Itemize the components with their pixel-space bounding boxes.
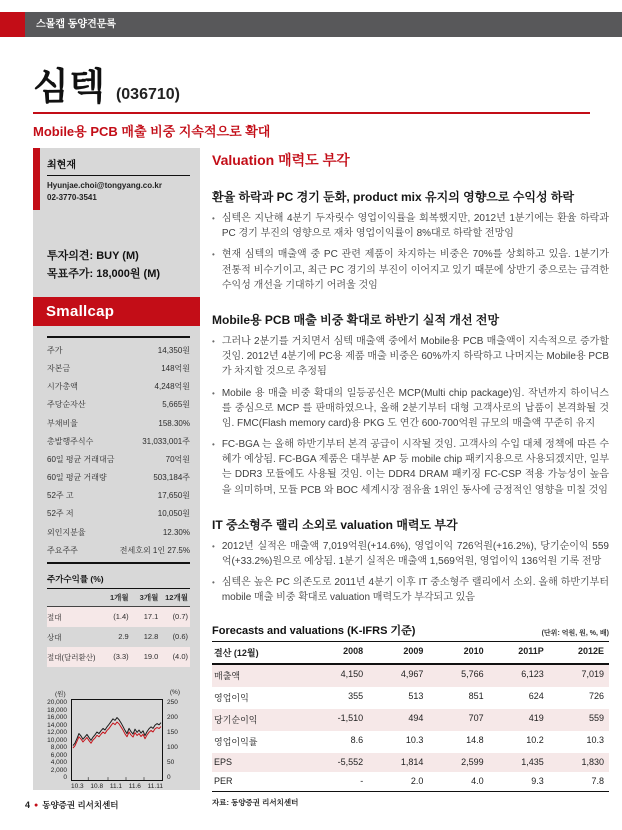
table-row: 상대 2.9 12.8 (0.6) [47, 631, 188, 642]
table-row: 52주 저 10,050원 [47, 509, 190, 519]
table-row: 영업이익률 8.6 10.3 14.8 10.2 10.3 [214, 735, 604, 748]
bullet-item: • 2012년 실적은 매출액 7,019억원(+14.6%), 영업이익 726억원(+16.2%), 당기순이익 559억(+33.2%)원으로 예상됨. 1분기 실적은 매출액 1,569억원, 영업이익 136억원 기록 전망 [212, 539, 609, 569]
table-row: 절대 (1.4) 17.1 (0.7) [47, 607, 190, 627]
forecast-header-row: 결산 (12월) 2008 2009 2010 2011P 2012E [212, 642, 609, 665]
brand-red-square [0, 12, 25, 37]
left-axis-ticks: 20,000 18,000 16,000 14,000 12,000 10,000 8,000 6,000 4,000 2,000 0 [47, 699, 67, 782]
x-axis-ticks: 10.3 10.8 11.1 11.6 11.11 [71, 783, 163, 790]
footer-org: 동양증권 리서치센터 [42, 800, 119, 810]
table-row: 주가 14,350원 [47, 345, 190, 355]
forecast-table [212, 641, 609, 792]
right-axis-ticks: 250 200 150 100 50 0 [167, 699, 178, 782]
table-row: PER - 2.0 4.0 9.3 7.8 [212, 772, 609, 792]
table-row: 매출액 4,150 4,967 5,766 6,123 7,019 [212, 665, 609, 687]
returns-table [47, 588, 190, 667]
table-row: 자본금 148억원 [47, 363, 190, 373]
bullet-item: • 현재 심텍의 매출액 중 PC 관련 제품이 차지하는 비중은 70%를 상회하고 있음. 1분기가 전통적 비수기이고, 최근 PC 경기의 부진이 이어지고 있기 때문에 상반기 중으로는 급격한 수익성 개선을 기대하기 어려울 것임 [212, 247, 609, 293]
smallcap-badge: Smallcap [33, 297, 200, 326]
section-mobile-pcb [212, 311, 609, 498]
table-row: 60일 평균 거래대금 70억원 [47, 454, 190, 464]
report-headline: Valuation 매력도 부각 [212, 152, 350, 168]
forecast-table-block [212, 622, 609, 808]
analyst-name: 최현재 [47, 160, 76, 171]
title-divider [33, 112, 590, 114]
sidebar [33, 148, 200, 790]
bullet-icon: • [212, 250, 215, 260]
table-row: 52주 고 17,650원 [47, 491, 190, 501]
series-title: 스몰캡 동양견문록 [36, 19, 117, 30]
bullet-icon: • [212, 440, 215, 450]
table-row: 주당순자산 5,665원 [47, 400, 190, 410]
forecast-table-source: 자료: 동양증권 리서치센터 [212, 797, 299, 807]
rating-block [47, 248, 190, 283]
analyst-accent-bar [33, 148, 40, 210]
target-price: 목표주가: 18,000원 (M) [47, 267, 161, 280]
table-row: 부채비율 158.30% [47, 418, 190, 428]
price-line-chart [71, 699, 163, 781]
page-number: 4 [25, 800, 31, 810]
left-axis-unit: (원) [55, 691, 66, 699]
ticker-code: (036710) [115, 86, 180, 103]
company-title-row [33, 56, 180, 110]
bullet-item: • 심텍은 지난해 4분기 두자릿수 영업이익률을 회복했지만, 2012년 1분기에는 환율 하락과 PC 경기 부진의 영향으로 재차 영업이익률이 8%대로 하락할 전망임 [212, 211, 609, 241]
page-footer [25, 799, 119, 811]
bullet-icon: • [212, 541, 215, 551]
report-subtitle: Mobile용 PCB 매출 비중 지속적으로 확대 [33, 124, 271, 139]
stock-stats-table [47, 336, 190, 564]
analyst-email: Hyunjae.choi@tongyang.co.kr [47, 181, 162, 190]
table-row: EPS -5,552 1,814 2,599 1,435 1,830 [212, 753, 609, 772]
returns-table-title: 주가수익률 (%) [47, 574, 104, 585]
bullet-item: • 그러나 2분기를 거치면서 심텍 매출액 중에서 Mobile용 PCB 매출액이 지속적으로 증가할 것임. 2012년 4분기에 PC용 제품 매출 비중은 60%까지 하락하고 나머지는 Mobile용 PCB가 차지할 것으로 추정됨 [212, 334, 609, 380]
analyst-block [33, 148, 200, 214]
bullet-icon: • [212, 214, 215, 223]
series-banner [25, 12, 622, 37]
section-heading: IT 중소형주 랠리 소외로 valuation 매력도 부각 [212, 517, 458, 532]
table-row: 외인지분율 12.30% [47, 527, 190, 537]
returns-header-row: 1개월 3개월 12개월 [47, 589, 190, 607]
forecast-table-title: Forecasts and valuations (K-IFRS 기준) [212, 624, 416, 637]
investment-opinion: 투자의견: BUY (M) [47, 250, 139, 262]
brand-dot-icon: ● [34, 801, 39, 809]
table-row: 당기순이익 -1,510 494 707 419 559 [212, 709, 609, 731]
table-row: 영업이익 355 513 851 624 726 [214, 691, 604, 704]
bullet-icon: • [212, 578, 215, 588]
section-valuation [212, 516, 609, 606]
table-row: 시가총액 4,248억원 [47, 382, 190, 392]
company-name: 심텍 [33, 66, 106, 107]
top-banner [0, 12, 622, 37]
table-row: 60일 평균 거래량 503,184주 [47, 473, 190, 483]
table-row: 절대(달러환산) (3.3) 19.0 (4.0) [47, 647, 190, 667]
table-row: 주요주주 전세호외 1인 27.5% [47, 545, 190, 555]
analyst-phone: 02-3770-3541 [47, 193, 97, 202]
main-content [212, 150, 609, 808]
section-heading: Mobile용 PCB 매출 비중 확대로 하반기 실적 개선 전망 [212, 312, 500, 327]
right-axis-unit: (%) [169, 689, 180, 697]
bullet-icon: • [212, 388, 215, 398]
bullet-item: • 심텍은 높은 PC 의존도로 2011년 4분기 이후 IT 중소형주 랠리에서 소외. 올해 하반기부터 mobile 매출 비중 확대로 valuation 매력도가 부각되고 있음 [212, 575, 609, 605]
bullet-icon: • [212, 336, 215, 346]
section-heading: 환율 하락과 PC 경기 둔화, product mix 유지의 영향으로 수익성 하락 [212, 190, 575, 204]
table-row: 총발행주식수 31,033,001주 [47, 436, 190, 446]
forecast-table-unit: (단위: 억원, 원, %, 배) [541, 629, 609, 637]
bullet-item: • FC-BGA 는 올해 하반기부터 본격 공급이 시작될 것임. 고객사의 수입 대체 정책에 따른 수혜가 예상됨. FC-BGA 제품은 대부분 AP 등 mobile chip 패키지용으로 사용되겠지만, 일부는 DDR3 모듈에도 사용될 것임. 이는 DDR4 DRAM 패키징 FC-CSP 적용 가능성이 높음을 의미하며, 모듈 PCB 와 BOC 세계시장 점유율 1위인 동사에 긍정적인 영향을 미칠 것임 [212, 437, 609, 498]
bullet-item: • Mobile 용 매출 비중 확대의 일등공신은 MCP(Multi chip package)임. 작년까지 하이닉스를 중심으로 MCP 를 판매하였으나, 올해 2분기부터 대형 고객사로의 납품이 본격화될 것임. FMC(Flash memory card)용 PKG 도 연간 600-700억원 규모의 매출액 꾸준히 유지 [212, 386, 609, 432]
section-profitability [212, 188, 609, 293]
price-chart-block [41, 689, 194, 790]
analyst-divider [47, 175, 190, 176]
